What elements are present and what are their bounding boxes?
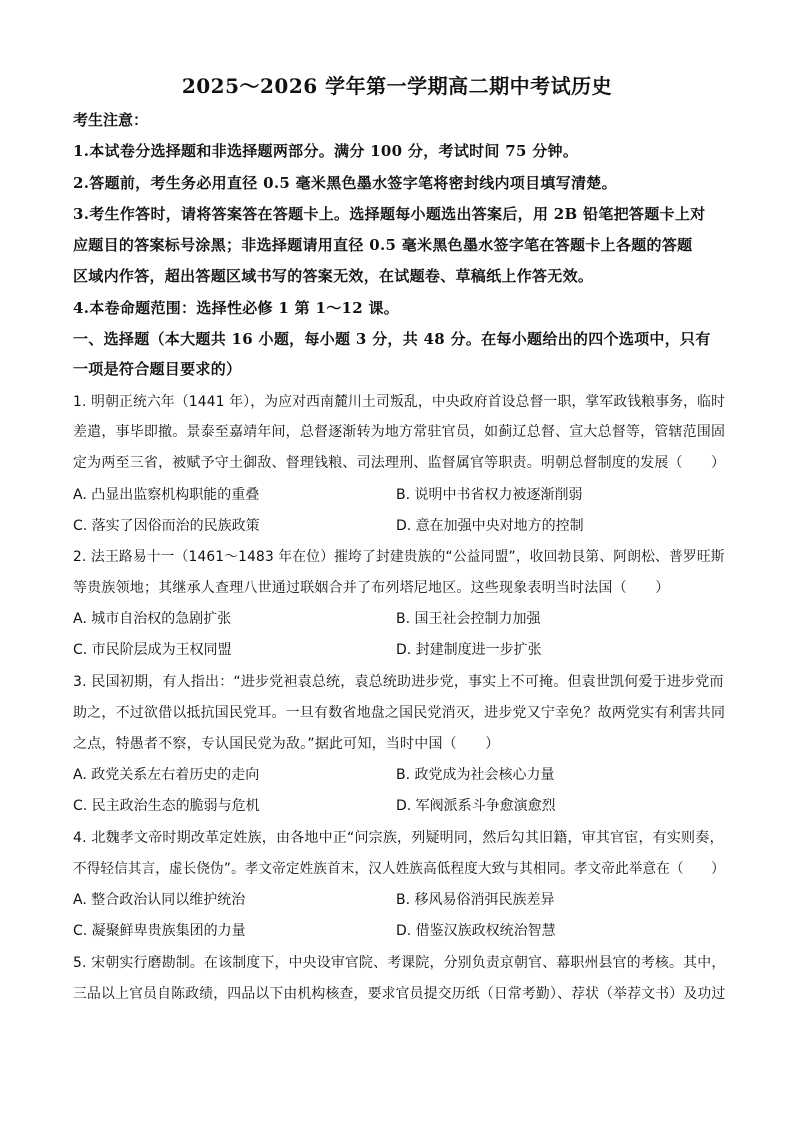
question-1-stem: 1. 明朝正统六年（1441 年），为应对西南麓川土司叛乱，中央政府首设总督一职，掌军政钱粮事务，临时 [73, 394, 726, 410]
notice-heading: 考生注意： [73, 111, 149, 129]
notice-line: 应题目的答案标号涂黑；非选择题请用直径 0.5 毫米黑色墨水签字笔在答题卡上各题的答题 [73, 236, 693, 254]
section-heading: 一、选择题（本大题共 16 小题，每小题 3 分，共 48 分。在每小题给出的四个选项中，只有 [73, 330, 711, 348]
notice-line: 2.答题前，考生务必用直径 0.5 毫米黑色墨水签字笔将密封线内项目填写清楚。 [73, 174, 617, 192]
question-4-option-c: C. 凝聚鲜卑贵族集团的力量 [73, 923, 246, 939]
question-1-stem: 定为两至三省，被赋予守土御敌、督理钱粮、司法理刑、监督属官等职责。明朝总督制度的发展（ ） [73, 455, 726, 471]
question-1-stem: 差遣，事毕即撤。景泰至嘉靖年间，总督逐渐转为地方常驻官员，如蓟辽总督、宣大总督等，管辖范围固 [73, 424, 726, 440]
question-5-stem: 5. 宋朝实行磨勘制。在该制度下，中央设审官院、考课院，分别负责京朝官、幕职州县官的考核。其中， [73, 955, 726, 971]
notice-line: 1.本试卷分选择题和非选择题两部分。满分 100 分，考试时间 75 分钟。 [73, 142, 579, 160]
question-1-option-b: B. 说明中书省权力被逐渐削弱 [396, 487, 583, 503]
exam-title: 2025～2026 学年第一学期高二期中考试历史 [181, 74, 613, 98]
question-2-option-d: D. 封建制度进一步扩张 [396, 642, 542, 658]
question-3-stem: 3. 民国初期，有人指出：“进步党袒袁总统，袁总统助进步党，事实上不可掩。但袁世凯何爱于进步党而 [73, 674, 724, 690]
question-2-option-b: B. 国王社会控制力加强 [396, 611, 541, 627]
question-2-option-c: C. 市民阶层成为王权同盟 [73, 642, 232, 658]
question-3-option-b: B. 政党成为社会核心力量 [396, 767, 555, 783]
question-4-option-a: A. 整合政治认同以维护统治 [73, 892, 246, 908]
question-4-stem: 4. 北魏孝文帝时期改革定姓族，由各地中正“问宗族，列疑明同，然后勾其旧籍，审其官宦，有实则奏， [73, 830, 724, 846]
question-4-option-b: B. 移风易俗消弭民族差异 [396, 892, 555, 908]
question-1-option-a: A. 凸显出监察机构职能的重叠 [73, 487, 260, 503]
question-3-option-d: D. 军阀派系斗争愈演愈烈 [396, 798, 556, 814]
question-4-option-d: D. 借鉴汉族政权统治智慧 [396, 923, 556, 939]
notice-line: 4.本卷命题范围：选择性必修 1 第 1～12 课。 [73, 299, 400, 317]
notice-line: 区域内作答，超出答题区域书写的答案无效，在试题卷、草稿纸上作答无效。 [73, 267, 594, 285]
question-4-stem: 不得轻信其言，虚长侥伪”。孝文帝定姓族首末，汉人姓族高低程度大致与其相同。孝文帝此举意在（ ） [73, 861, 725, 877]
question-3-stem: 助之，不过欲借以抵抗国民党耳。一旦有数省地盘之国民党消灭，进步党又宁幸免？故两党实有利害共同 [73, 705, 726, 721]
question-5-stem: 三品以上官员自陈政绩，四品以下由机构核查，要求官员提交历纸（日常考勤）、荐状（举荐文书）及功过 [73, 986, 726, 1002]
question-3-option-c: C. 民主政治生态的脆弱与危机 [73, 798, 260, 814]
question-2-stem: 等贵族领地；其继承人查理八世通过联姻合并了布列塔尼地区。这些现象表明当时法国（ ） [73, 580, 670, 596]
question-2-option-a: A. 城市自治权的急剧扩张 [73, 611, 232, 627]
question-1-option-c: C. 落实了因俗而治的民族政策 [73, 518, 260, 534]
question-2-stem: 2. 法王路易十一（1461～1483 年在位）摧垮了封建贵族的“公益同盟”，收回勃艮第、阿朗松、普罗旺斯 [73, 549, 725, 565]
section-heading: 一项是符合题目要求的） [73, 360, 242, 378]
notice-line: 3.考生作答时，请将答案答在答题卡上。选择题每小题选出答案后，用 2B 铅笔把答题卡上对 [73, 205, 706, 223]
question-3-stem: 之点，特愚者不察，专认国民党为敌。”据此可知，当时中国（ ） [73, 736, 500, 752]
question-3-option-a: A. 政党关系左右着历史的走向 [73, 767, 260, 783]
question-1-option-d: D. 意在加强中央对地方的控制 [396, 518, 584, 534]
